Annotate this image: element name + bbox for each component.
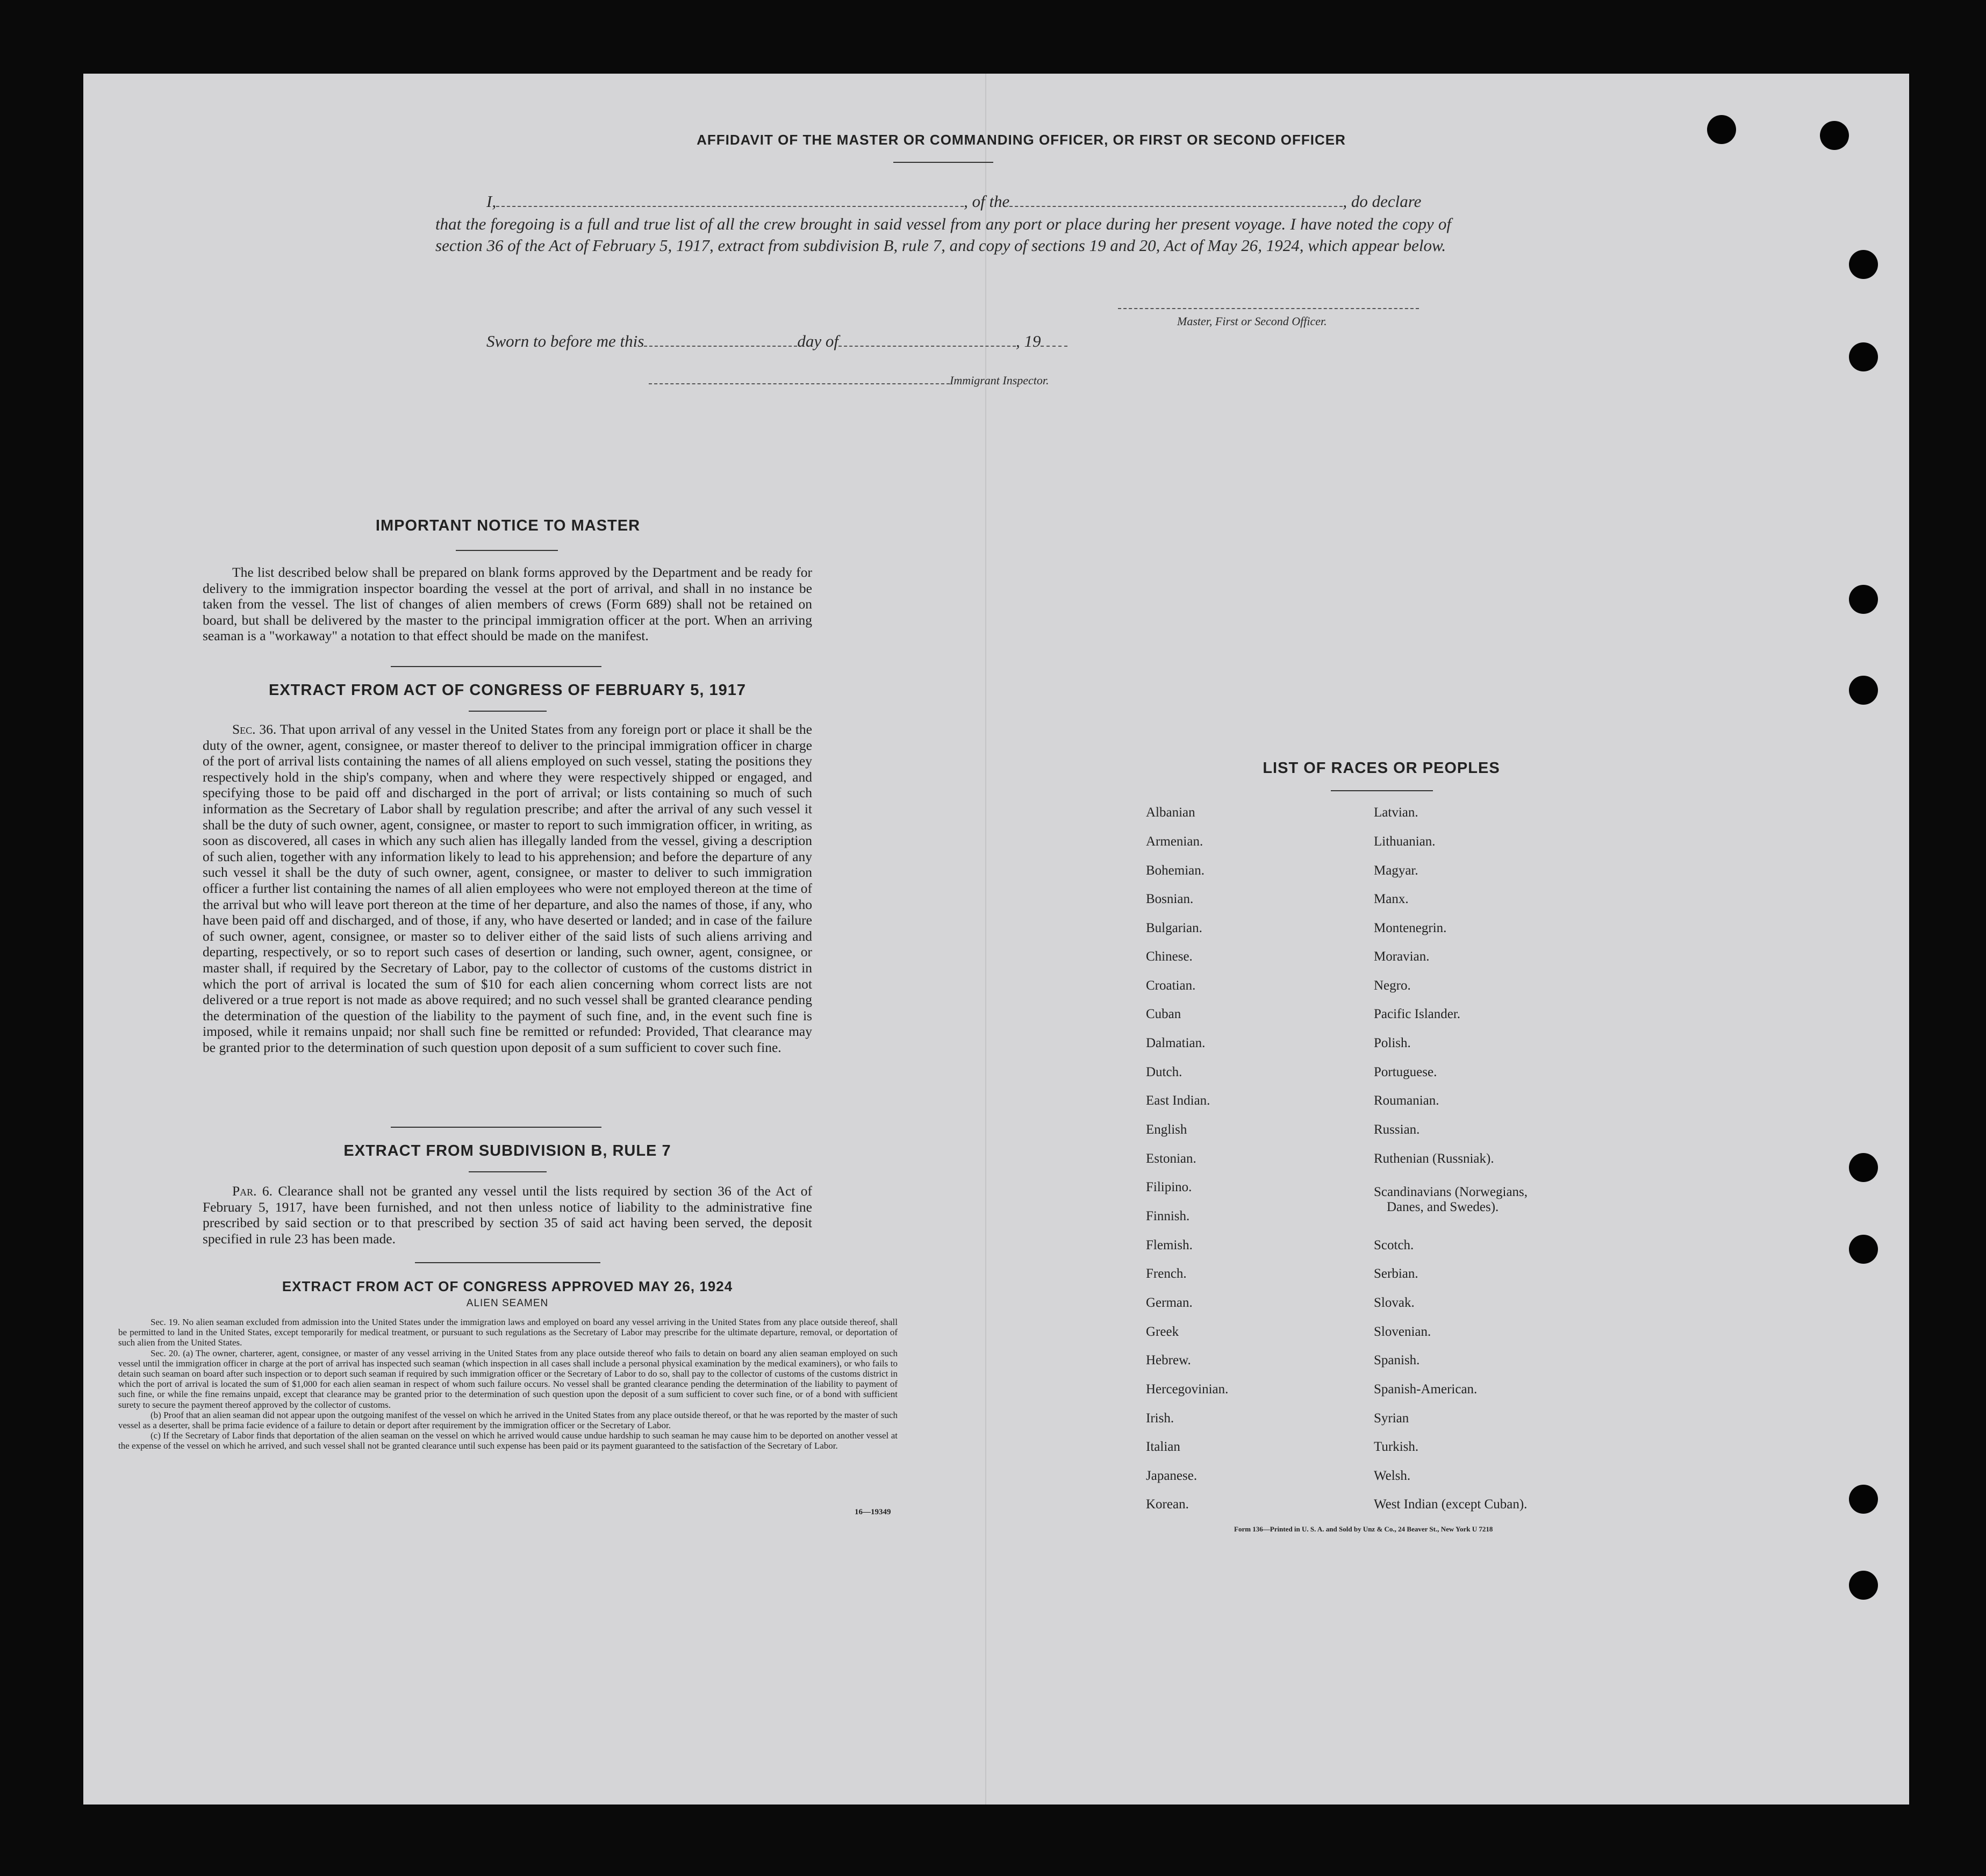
race-item: Montenegrin. [1374,921,1447,935]
act1917-heading: EXTRACT FROM ACT OF CONGRESS OF FEBRUARY 5, 1917 [268,682,747,699]
heading-rule [469,1171,547,1172]
section-divider [391,666,601,667]
race-item: Bulgarian. [1146,921,1202,935]
race-item: Latvian. [1374,805,1418,820]
signature-blank[interactable] [1118,308,1419,309]
race-item: Welsh. [1374,1469,1411,1483]
race-item: Danes, and Swedes). [1387,1200,1499,1214]
race-item: Manx. [1374,892,1409,906]
act1924-heading: EXTRACT FROM ACT OF CONGRESS APPROVED MAY 26, 1924 [282,1278,733,1294]
race-item: Estonian. [1146,1151,1196,1166]
race-item: Filipino. [1146,1180,1192,1194]
race-item: Polish. [1374,1036,1411,1050]
punch-hole [1849,250,1878,279]
sec20b-text: (b) Proof that an alien seaman did not appear upon the outgoing manifest of the vessel on which he arrived in the United States from any place outside thereof, or that he was reported by the master of such vessel as a deserter, shall be prima facie evidence of a failure to detain or deport after requirement by the immigration officer or the Secretary of Labor. [118,1409,898,1431]
punch-hole [1820,121,1849,150]
race-item: Flemish. [1146,1238,1193,1252]
race-item: Spanish-American. [1374,1382,1478,1397]
signature-label: Master, First or Second Officer. [1177,314,1327,328]
inspector-label: Immigrant Inspector. [950,374,1049,387]
race-item: Albanian [1146,805,1195,820]
race-item: Korean. [1146,1497,1189,1512]
race-item: Bosnian. [1146,892,1194,906]
race-item: Ruthenian (Russniak). [1374,1151,1494,1166]
affidavit-of-the: , of the [964,192,1010,211]
rule7-text [203,1183,812,1247]
race-item: Greek [1146,1324,1179,1339]
race-item: Chinese. [1146,949,1193,964]
race-item: Dalmatian. [1146,1036,1206,1050]
act1924-body [118,1317,898,1451]
race-item: East Indian. [1146,1093,1210,1108]
race-item: Magyar. [1374,863,1418,878]
act1917-text [203,721,812,1055]
print-footer: Form 136—Printed in U. S. A. and Sold by Unz & Co., 24 Beaver St., New York U 7218 [1234,1525,1493,1533]
sec36-label: Sec. 36. [232,721,277,737]
race-item: Slovak. [1374,1295,1415,1310]
race-item: German. [1146,1295,1193,1310]
inspector-line [649,370,1049,391]
day-of: day of [797,332,838,350]
name-blank[interactable] [496,193,964,207]
par6-text: Clearance shall not be granted any vessel until the lists required by section 36 of the Act of February 5, 1917, have been furnished, and not then unless notice of liability to the administrative fine prescribed by said section or to that prescribed by section 35 of said act having been served, the deposit specified in rule 23 has been made. [203,1183,813,1247]
affidavit-declare-line [486,191,1454,212]
race-item: Scandinavians (Norwegians, [1374,1185,1528,1199]
race-item: French. [1146,1266,1187,1281]
month-blank[interactable] [838,333,1016,347]
affidavit-body: that the foregoing is a full and true list of all the crew brought in said vessel from any port or place during her present voyage. I have noted the copy of section 36 of the Act of February 5, 1917, extract from subdivision B, rule 7, and copy of sections 19 and 20, Act of May 26, 1924, which appear below. [435,214,1451,255]
year-blank[interactable] [1041,333,1067,347]
races-heading: LIST OF RACES OR PEOPLES [1263,760,1500,777]
affidavit-heading: AFFIDAVIT OF THE MASTER OR COMMANDING OFFICER, OR FIRST OR SECOND OFFICER [697,132,1346,148]
rule7-heading: EXTRACT FROM SUBDIVISION B, RULE 7 [343,1142,671,1159]
year-prefix: , 19 [1015,332,1041,350]
sworn-text: Sworn to before me this [486,332,644,350]
race-item: Italian [1146,1440,1180,1454]
sec19-text: Sec. 19. No alien seaman excluded from admission into the United States under the immigration laws and employed on board any vessel arriving in the United States from any place outside thereof, shall be permitted to land in the United States, except temporarily for medical treatment, or pursuant to such regulations as the Secretary of Labor may prescribe for the ultimate departure, removal, or deportation of such alien from the United States. [118,1317,898,1348]
race-item: Scotch. [1374,1238,1414,1252]
race-item: Pacific Islander. [1374,1007,1461,1021]
section-divider [391,1127,601,1128]
punch-hole [1849,676,1878,705]
race-item: Portuguese. [1374,1065,1437,1079]
race-item: Syrian [1374,1411,1409,1426]
affidavit-i: I, [486,192,497,211]
race-item: Roumanian. [1374,1093,1439,1108]
race-item: Dutch. [1146,1065,1182,1079]
day-blank[interactable] [644,333,797,347]
race-item: Irish. [1146,1411,1174,1426]
heading-rule [469,711,547,712]
race-item: Japanese. [1146,1469,1198,1483]
form-code: 16—19349 [855,1508,891,1516]
race-item: Serbian. [1374,1266,1418,1281]
race-item: Lithuanian. [1374,834,1436,849]
race-item: Spanish. [1374,1353,1420,1367]
race-item: Bohemian. [1146,863,1205,878]
sec36-text: That upon arrival of any vessel in the United States from any foreign port or place it shall be the duty of the owner, agent, consignee, or master thereof to deliver to the principal immigration officer in charge of the port of arrival lists containing the names of all aliens employed on such vessel, stating the positions they respectively hold in the ship's company, when and where they were respectively shipped or engaged, and specifying those to be paid off and discharged in the port of arrival; or lists containing so much of such information as the Secretary of Labor shall by regulation prescribe; and after the arrival of any such vessel it shall be the duty of such owner, agent, consignee, or master to report to such immigration officer, in writing, as soon as discovered, all cases in which any such alien has illegally landed from the vessel, giving a description of such alien, together with any information likely to lead to his apprehension; and before the departure of any such vessel it shall be the duty of such owner, agent, consignee, or master to deliver to such immigration officer a further list containing the names of all alien employees who were not employed thereon at the time of the arrival but who will leave port thereon at the time of her departure, and also the names of those, if any, who have been paid off and discharged, and of those, if any, who have deserted or landed; and in case of the failure of such owner, agent, consignee, or master so to deliver either of the said lists of such aliens arriving and departing, respectively, or so to report such cases of desertion or landing, such owner, agent, consignee, or master shall, if required by the Secretary of Labor, pay to the collector of customs of the customs district in which the port of arrival is located the sum of $10 for each alien concerning whom correct lists are not delivered or a true report is not made as above required; and no such vessel shall be granted clearance pending the determination of the question of the liability to the payment of such fine, and, in the event such fine is imposed, while it remains unpaid; nor shall such fine be remitted or refunded: Provided, That clearance may be granted prior to the determination of such question upon deposit of a sum sufficient to cover such fine. [203,721,812,1055]
race-item: Turkish. [1374,1440,1419,1454]
notice-text: The list described below shall be prepared on blank forms approved by the Department and be ready for delivery to the immigration inspector boarding the vessel at the port of arrival, and shall in no instance be taken from the vessel. The list of changes of alien members of crews (Form 689) shall not be retained on board, but shall be delivered by the master to the principal immigration officer at the port. When an arriving seaman is a "workaway" a notation to that effect should be made on the manifest. [203,564,812,644]
heading-rule [893,162,993,163]
race-item: West Indian (except Cuban). [1374,1497,1528,1512]
race-item: Cuban [1146,1007,1181,1021]
affidavit-declare: , do declare [1343,192,1422,211]
sworn-line [486,331,1185,352]
heading-rule [456,550,558,551]
act1924-subheading: ALIEN SEAMEN [466,1298,549,1309]
section-divider [415,1262,600,1263]
punch-hole [1849,585,1878,614]
race-item: Armenian. [1146,834,1203,849]
par6-label: Par. 6. [232,1183,273,1199]
inspector-blank[interactable] [649,370,950,384]
race-item: Slovenian. [1374,1324,1431,1339]
race-item: Finnish. [1146,1209,1190,1223]
punch-hole [1849,1153,1878,1182]
race-item: Hebrew. [1146,1353,1191,1367]
sec20a-text: Sec. 20. (a) The owner, charterer, agent, consignee, or master of any vessel arriving in the United States from any place outside thereof who fails to detain on board any alien seaman employed on such vessel until the immigration officer in charge at the port of arrival has inspected such seaman (which inspection in all cases shall include a personal physical examination by the medical examiners), or who fails to detain such seaman on board after such inspection or to deport such seaman if required by such immigration officer or the Secretary of Labor to do so, shall pay to the collector of customs of the customs district in which the port of arrival is located the sum of $1,000 for each alien seaman in respect of whom such failure occurs. No vessel shall be granted clearance pending the determination of the liability to payment of such fine, or while the fine remains unpaid, except that clearance may be granted prior to the determination of such question upon the deposit of a sum sufficient to cover such fine, or of a bond with sufficient surety to secure the payment thereof approved by the collector of customs. [118,1348,898,1410]
race-item: English [1146,1122,1187,1137]
punch-hole [1849,1485,1878,1514]
punch-hole [1849,1571,1878,1600]
race-item: Negro. [1374,978,1411,993]
race-item: Russian. [1374,1122,1420,1137]
race-item: Croatian. [1146,978,1196,993]
punch-hole [1849,342,1878,371]
punch-hole [1707,115,1736,144]
race-item: Hercegovinian. [1146,1382,1229,1397]
notice-heading: IMPORTANT NOTICE TO MASTER [375,517,641,534]
vessel-blank[interactable] [1009,193,1343,207]
heading-rule [1331,790,1433,791]
sec20c-text: (c) If the Secretary of Labor finds that deportation of the alien seaman on the vessel on which he arrived would cause undue hardship to such seaman he may cause him to be deported on another vessel at the expense of the vessel on which he arrived, and such vessel shall not be granted clearance until such expense has been paid or its payment guaranteed to the satisfaction of the Secretary of Labor. [118,1430,898,1451]
race-item: Moravian. [1374,949,1430,964]
punch-hole [1849,1235,1878,1264]
